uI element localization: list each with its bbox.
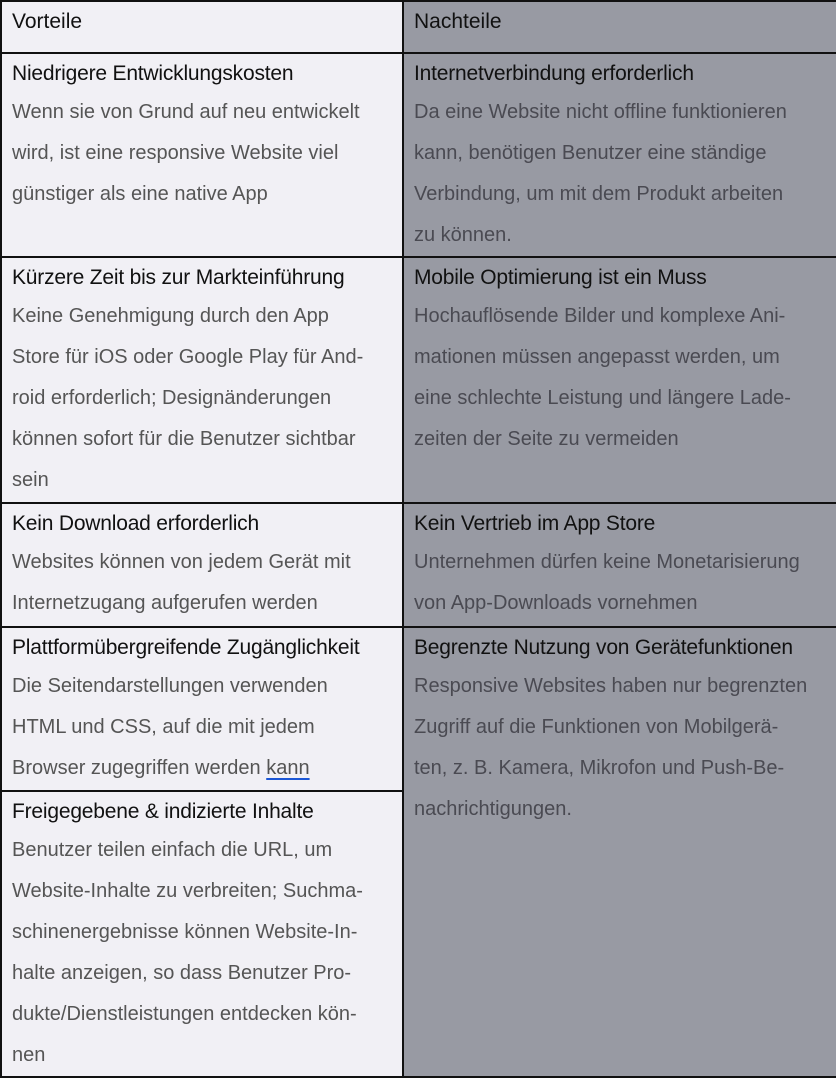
vorteil-cell xyxy=(2,54,402,258)
body-line: zeiten der Seite zu vermeiden xyxy=(414,428,679,450)
body-line: zu können. xyxy=(414,224,512,246)
nachteil-cell xyxy=(404,628,836,1076)
spellcheck-underlined-word: kann xyxy=(266,757,310,779)
vorteil-body xyxy=(12,830,392,1076)
body-line: nachrichtigungen. xyxy=(414,798,572,820)
body-line: roid erforderlich; Designänderungen xyxy=(12,387,332,409)
body-line: Websites können von jedem Gerät mit xyxy=(12,551,351,573)
body-line: Website-Inhalte zu verbreiten; Suchma- xyxy=(12,880,363,902)
body-line: dukte/Dienstleistungen entdecken kön- xyxy=(12,1003,357,1025)
body-line: Unternehmen dürfen keine Monetarisierung xyxy=(414,551,800,573)
body-line: halte anzeigen, so dass Benutzer Pro- xyxy=(12,962,352,984)
header-vorteile: Vorteile xyxy=(2,2,402,54)
body-line: Benutzer teilen einfach die URL, um xyxy=(12,839,333,861)
nachteil-body xyxy=(414,666,826,830)
vorteil-cell xyxy=(2,258,402,504)
nachteil-body xyxy=(414,92,826,256)
body-line: nen xyxy=(12,1044,46,1066)
vorteil-cell xyxy=(2,792,402,1076)
nachteil-title: Mobile Optimierung ist ein Muss xyxy=(414,266,707,289)
body-line: schinenergebnisse können Website-In- xyxy=(12,921,358,943)
nachteil-cell xyxy=(404,258,836,504)
body-line: mationen müssen angepasst werden, um xyxy=(414,346,780,368)
body-line-text: Browser zugegriffen werden xyxy=(12,757,261,779)
body-line: eine schlechte Leistung und längere Lade- xyxy=(414,387,791,409)
body-line: können sofort für die Benutzer sichtbar xyxy=(12,428,356,450)
body-line: sein xyxy=(12,469,49,491)
nachteil-body xyxy=(414,542,826,624)
nachteil-cell xyxy=(404,504,836,628)
body-line: Die Seitendarstellungen verwenden xyxy=(12,675,328,697)
nachteil-body xyxy=(414,296,826,460)
vorteil-cell xyxy=(2,504,402,628)
body-line: Zugriff auf die Funktionen von Mobilgerä- xyxy=(414,716,779,738)
body-line: günstiger als eine native App xyxy=(12,183,268,205)
body-line: Responsive Websites haben nur begrenzten xyxy=(414,675,808,697)
vorteil-title: Niedrigere Entwicklungskosten xyxy=(12,62,294,85)
body-line: Da eine Website nicht offline funktionieren xyxy=(414,101,787,123)
body-line: Hochauflösende Bilder und komplexe Ani- xyxy=(414,305,786,327)
body-line: Store für iOS oder Google Play für And- xyxy=(12,346,364,368)
nachteil-title: Internetverbindung erforderlich xyxy=(414,62,694,85)
nachteil-title: Begrenzte Nutzung von Gerätefunktionen xyxy=(414,636,793,659)
vorteil-body xyxy=(12,542,392,624)
body-line: HTML und CSS, auf die mit jedem xyxy=(12,716,315,738)
body-line: wird, ist eine responsive Website viel xyxy=(12,142,339,164)
body-line: Internetzugang aufgerufen werden xyxy=(12,592,318,614)
body-line: Keine Genehmigung durch den App xyxy=(12,305,329,327)
body-line: Wenn sie von Grund auf neu entwickelt xyxy=(12,101,360,123)
body-line: ten, z. B. Kamera, Mikrofon und Push-Be- xyxy=(414,757,785,779)
vorteil-title: Kein Download erforderlich xyxy=(12,512,259,535)
vorteil-title: Freigegebene & indizierte Inhalte xyxy=(12,800,314,823)
vorteil-title: Kürzere Zeit bis zur Markteinführung xyxy=(12,266,345,289)
body-line: Verbindung, um mit dem Produkt arbeiten xyxy=(414,183,784,205)
vorteil-cell xyxy=(2,628,402,792)
body-line: kann, benötigen Benutzer eine ständige xyxy=(414,142,767,164)
vorteile-column xyxy=(2,2,404,1076)
vorteil-body xyxy=(12,666,392,789)
body-line xyxy=(12,748,392,789)
vorteil-body xyxy=(12,92,392,215)
body-line: von App-Downloads vornehmen xyxy=(414,592,698,614)
nachteil-title: Kein Vertrieb im App Store xyxy=(414,512,656,535)
header-nachteile: Nachteile xyxy=(404,2,836,54)
vorteil-title: Plattformübergreifende Zugänglichkeit xyxy=(12,636,360,659)
nachteile-column xyxy=(404,2,836,1076)
nachteil-cell xyxy=(404,54,836,258)
vorteil-body xyxy=(12,296,392,501)
